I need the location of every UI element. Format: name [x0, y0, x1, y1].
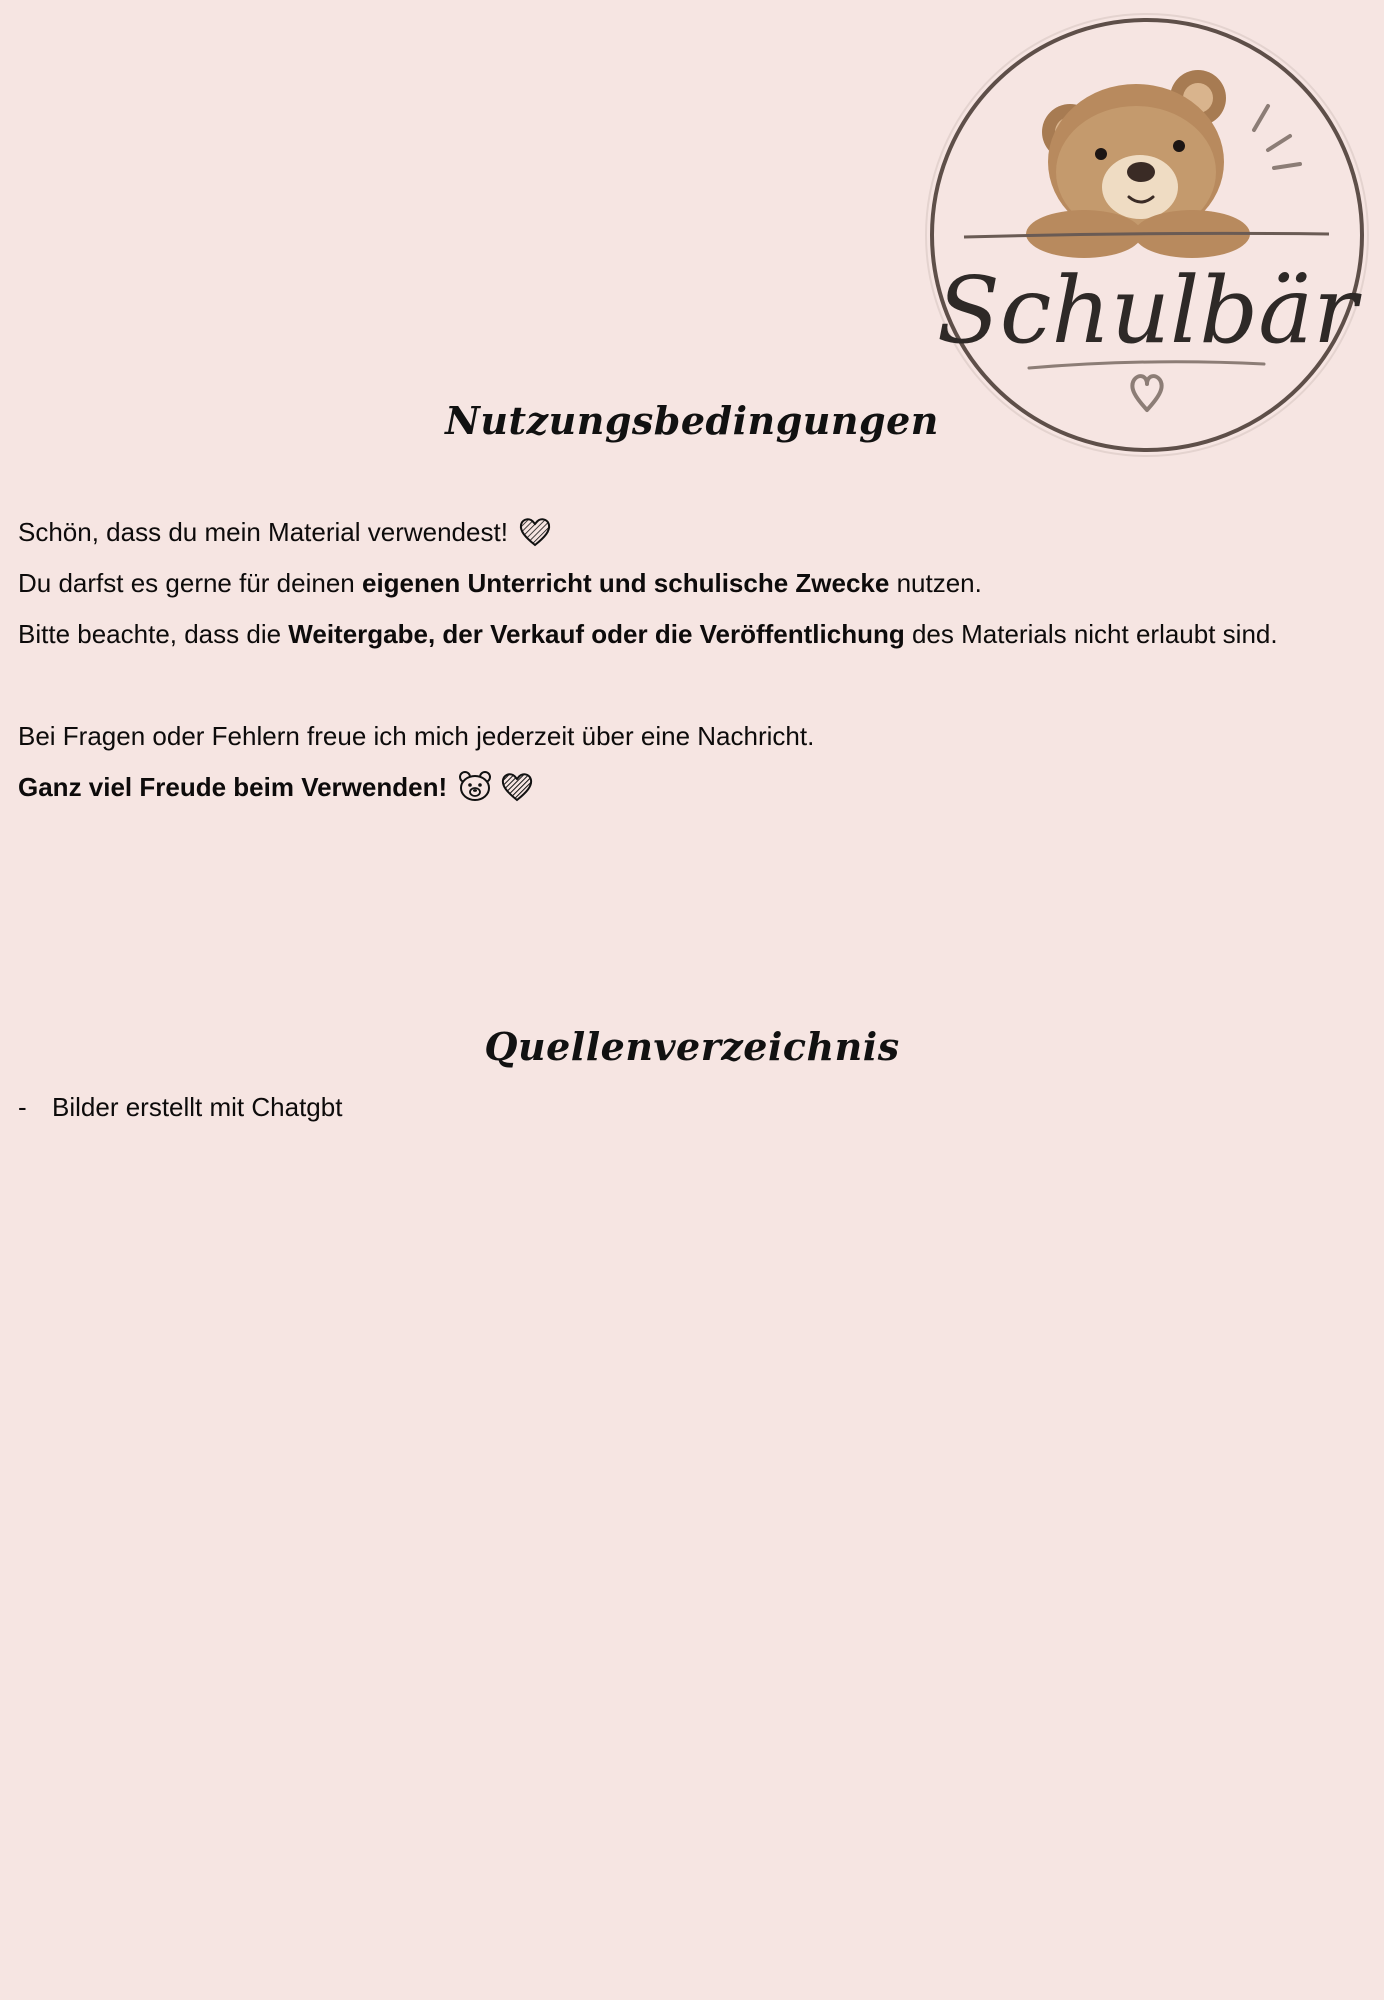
terms-line-2-after: nutzen. — [889, 568, 982, 598]
sources-list — [18, 1090, 342, 1124]
list-bullet: - — [18, 1092, 27, 1122]
heart-icon — [519, 517, 551, 555]
schulbaer-logo — [924, 12, 1370, 458]
terms-line-4: Bei Fragen oder Fehlern freue ich mich jederzeit über eine Nachricht. — [18, 721, 815, 751]
bear-icon — [924, 12, 1370, 458]
terms-line-5 — [18, 770, 534, 810]
terms-line-2 — [18, 566, 982, 600]
terms-line-2-bold: eigenen Unterricht und schulische Zwecke — [361, 568, 890, 598]
logo-brand-text: Schulbär — [936, 257, 1358, 364]
terms-line-2-before: Du darfst es gerne für deinen — [18, 568, 362, 598]
sources-heading: Quellenverzeichnis — [484, 1024, 900, 1069]
terms-line-1 — [18, 515, 551, 555]
terms-line-5-bold: Ganz viel Freude beim Verwenden! — [18, 772, 448, 802]
terms-line-3 — [18, 617, 1278, 651]
list-item — [18, 1090, 342, 1124]
terms-heading: Nutzungsbedingungen — [445, 398, 939, 443]
terms-line-3-bold: Weitergabe, der Verkauf oder die Veröffentlichung — [288, 619, 905, 649]
bear-face-icon — [458, 770, 492, 810]
terms-line-1-text: Schön, dass du mein Material verwendest! — [18, 517, 508, 547]
list-item-text: Bilder erstellt mit Chatgbt — [52, 1092, 343, 1122]
terms-line-3-before: Bitte beachte, dass die — [18, 619, 289, 649]
terms-line-3-after: des Materials nicht erlaubt sind. — [904, 619, 1278, 649]
heart-icon — [500, 772, 534, 810]
